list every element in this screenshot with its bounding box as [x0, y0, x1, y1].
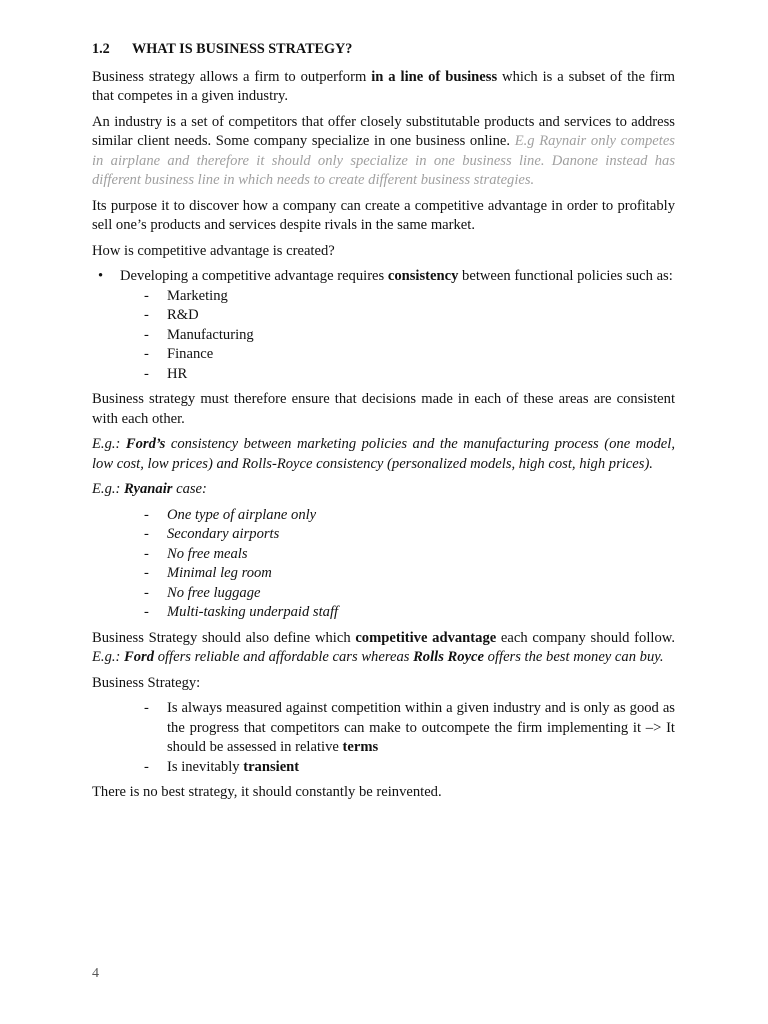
- ryanair-list: [92, 506, 675, 623]
- list-item: - Is inevitably transient: [144, 758, 300, 775]
- paragraph-question: How is competitive advantage is created?: [92, 242, 335, 259]
- gray-example-text: E.g Raynair only competes in airplane and therefore it should only specialize in one business line. Danone instead has different business line in which needs to create different business strategies.: [92, 133, 675, 188]
- page-number: 4: [92, 966, 99, 981]
- list-item: - Secondary airports: [144, 526, 280, 542]
- list-item: - Manufacturing: [144, 326, 254, 343]
- list-item: - One type of airplane only: [144, 506, 317, 523]
- list-item: - Is always measured against competition within a given industry and is only as good as the progress that competitors can make to outcompete the firm implementing it –> It should be assessed in relative terms: [144, 700, 675, 755]
- paragraph-industry: An industry is a set of competitors that offer closely substitutable products and services to address similar client needs. Some company specialize in one business online. E.g Raynair only competes in airplane and therefore it should only specialize in one business line. Danone instead has different business line in which needs to create different business strategies.: [92, 113, 675, 188]
- section-title: WHAT IS BUSINESS STRATEGY?: [132, 41, 353, 57]
- paragraph-conclusion: There is no best strategy, it should constantly be reinvented.: [92, 784, 442, 800]
- business-strategy-list: [92, 699, 675, 777]
- paragraph-purpose: Its purpose it to discover how a company can create a competitive advantage in order to profitably sell one’s products and services despite rivals in the same market.: [92, 197, 675, 233]
- list-item: - Minimal leg room: [144, 565, 272, 581]
- section-number: 1.2: [92, 41, 110, 57]
- functions-list: [92, 287, 675, 385]
- paragraph-consistency: Business strategy must therefore ensure that decisions made in each of these areas are consistent with each other.: [92, 391, 675, 427]
- list-item: - Marketing: [144, 287, 228, 304]
- list-item: - Multi-tasking underpaid staff: [144, 604, 339, 620]
- document-page: [92, 40, 675, 809]
- bullet-dot-icon: •: [98, 268, 104, 284]
- list-item: - HR: [144, 365, 188, 382]
- example-ford-rolls: E.g.: Ford’s consistency between marketing policies and the manufacturing process (one model, low cost, low prices) and Rolls-Royce consistency (personalized models, high cost, high prices).: [92, 436, 675, 472]
- list-item: - Finance: [144, 346, 214, 362]
- paragraph-competitive-advantage: Business Strategy should also define which competitive advantage each company should follow. E.g.: Ford offers reliable and affordable cars whereas Rolls Royce offers the best money can buy.: [92, 629, 675, 665]
- paragraph-definition: Business strategy allows a firm to outperform in a line of business which is a subset of the firm that competes in a given industry.: [92, 68, 676, 104]
- section-heading: [92, 40, 675, 60]
- bullet-item: • Developing a competitive advantage requires consistency between functional policies such as:: [92, 267, 675, 287]
- list-item: - No free meals: [144, 545, 248, 562]
- list-item: - R&D: [144, 307, 199, 323]
- example-ryanair: E.g.: Ryanair case:: [92, 481, 207, 497]
- list-item: - No free luggage: [144, 584, 261, 601]
- paragraph-business-strategy-label: Business Strategy:: [92, 674, 201, 691]
